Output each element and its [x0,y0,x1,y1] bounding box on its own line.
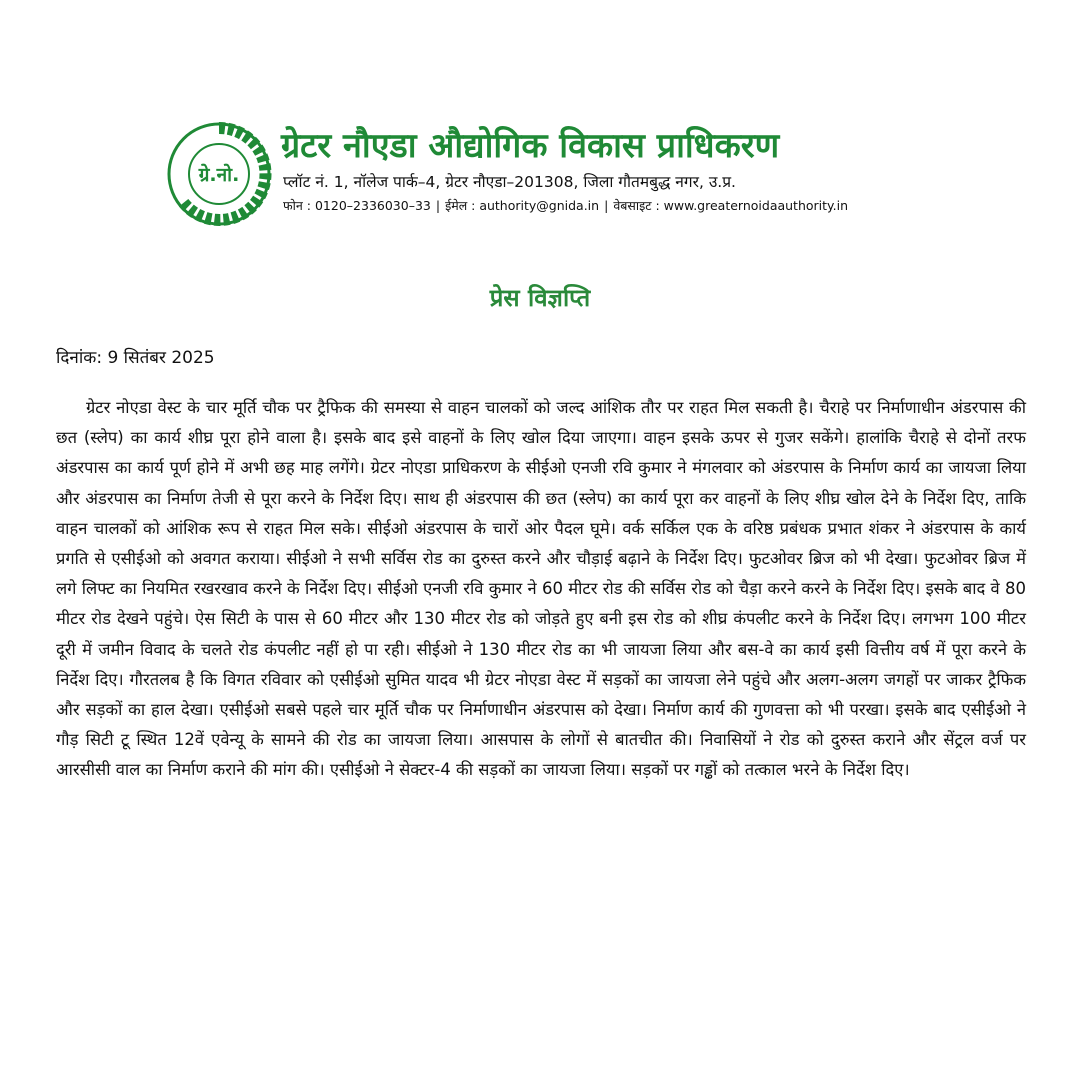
authority-logo-icon [165,120,273,228]
organization-name: ग्रेटर नौएडा औद्योगिक विकास प्राधिकरण [281,126,780,166]
website-text: वेबसाइट : www.greaternoidaauthority.in [613,198,849,213]
phone-text: फोन : 0120–2336030–33 [283,198,431,213]
page-title: प्रेस विज्ञप्ति [489,284,591,312]
separator: | [604,198,609,213]
contact-line [283,196,848,216]
organization-address: प्लॉट नं. 1, नॉलेज पार्क–4, ग्रेटर नौएडा–201308, जिला गौतमबुद्ध नगर, उ.प्र. [283,173,736,191]
logo-text: ग्रे.नो. [198,164,240,186]
email-text: ईमेल : authority@gnida.in [445,198,600,213]
press-release-body: ग्रेटर नोएडा वेस्ट के चार मूर्ति चौक पर ट्रैफिक की समस्या से वाहन चालकों को जल्द आंशिक तौर पर राहत मिल सकती है। चैराहे पर निर्माणाधीन अंडरपास की छत (स्लेप) का कार्य शीघ्र पूरा होने वाला है। इसके बाद इसे वाहनों के लिए खोल दिया जाएगा। वाहन इसके ऊपर से गुजर सकेंगे। हालांकि चैराहे से दोनों तरफ अंडरपास का कार्य पूर्ण होने में अभी छह माह लगेंगे। ग्रेटर नोएडा प्राधिकरण के सीईओ एनजी रवि कुमार ने मंगलवार को अंडरपास के निर्माण कार्य का जायजा लिया और अंडरपास का निर्माण तेजी से पूरा करने के निर्देश दिए। साथ ही अंडरपास की छत (स्लेप) का कार्य पूरा कर वाहनों के लिए शीघ्र खोल देने के निर्देश दिए, ताकि वाहन चालकों को आंशिक रूप से राहत मिल सके। सीईओ अंडरपास के चारों ओर पैदल घूमे। वर्क सर्किल एक के वरिष्ठ प्रबंधक प्रभात शंकर ने अंडरपास के कार्य प्रगति से एसीईओ को अवगत कराया। सीईओ ने सभी सर्विस रोड का दुरुस्त करने और चौड़ाई बढ़ाने के निर्देश दिए। फुटओवर ब्रिज को भी देखा। फुटओवर ब्रिज में लगे लिफ्ट का नियमित रखरखाव करने के निर्देश दिए। सीईओ एनजी रवि कुमार ने 60 मीटर रोड की सर्विस रोड को चैड़ा करने करने के निर्देश दिए। इसके बाद वे 80 मीटर रोड देखने पहुंचे। ऐस सिटी के पास से 60 मीटर और 130 मीटर रोड को जोड़ते हुए बनी इस रोड को शीघ्र कंपलीट करने के निर्देश दिए। लगभग 100 मीटर दूरी में जमीन विवाद के चलते रोड कंपलीट नहीं हो पा रही। सीईओ ने 130 मीटर रोड का भी जायजा लिया और बस-वे का कार्य इसी वित्तीय वर्ष में पूरा करने के निर्देश दिए। गौरतलब है कि विगत रविवार को एसीईओ सुमित यादव भी ग्रेटर नोएडा वेस्ट में सड़कों का जायजा लेने पहुंचे और अलग-अलग जगहों पर जाकर ट्रैफिक और सड़कों का हाल देखा। एसीईओ सबसे पहले चार मूर्ति चौक पर निर्माणाधीन अंडरपास को देखा। निर्माण कार्य की गुणवत्ता को भी परखा। इसके बाद एसीईओ ने गौड़ सिटी टू स्थित 12वें एवेन्यू के सामने की रोड का जायजा लिया। आसपास के लोगों से बातचीत की। निवासियों ने रोड को दुरुस्त कराने और सेंट्रल वर्ज पर आरसीसी वाल का निर्माण कराने की मांग की। एसीईओ ने सेक्टर-4 की सड़कों का जायजा लिया। सड़कों पर गड्ढों को तत्काल भरने के निर्देश दिए। [56,398,1026,780]
separator: | [435,198,441,213]
letterhead [157,118,935,230]
date-line: दिनांक: 9 सितंबर 2025 [56,348,215,368]
